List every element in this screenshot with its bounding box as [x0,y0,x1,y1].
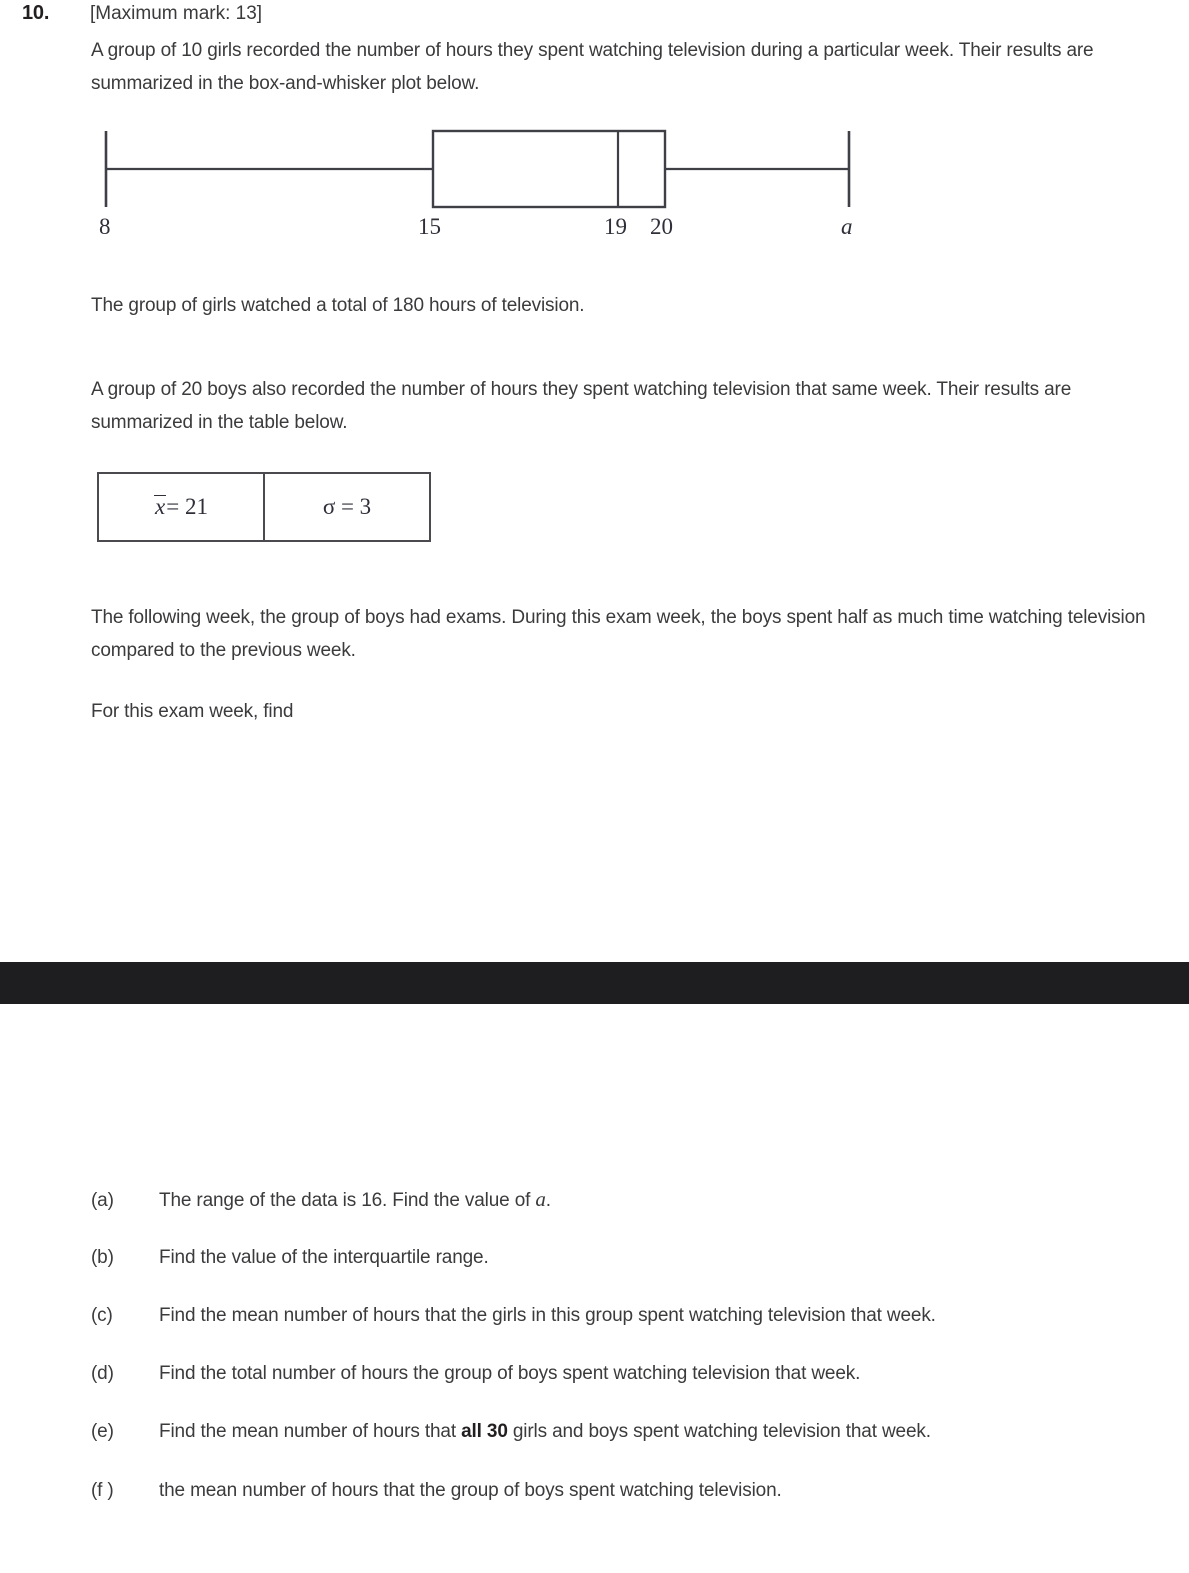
standard-deviation-cell [264,473,430,541]
mean-cell [98,473,264,541]
sub-question-f-tag: (f ) [91,1480,114,1501]
sub-question-b [91,1243,489,1272]
mean-symbol: x [155,494,166,519]
sub-question-b-text: Find the value of the interquartile range. [159,1247,489,1268]
maximum-mark-label: [Maximum mark: 13] [90,3,263,24]
sub-question-e-emphasis: all 30 [461,1421,508,1442]
table-row [98,473,430,541]
mean-value: = 21 [166,494,208,519]
sub-question-e [91,1417,931,1446]
exam-week-paragraph: The following week, the group of boys had exams. During this exam week, the boys spent half as much time watching television compared to the previous week. [91,607,1146,661]
sub-question-a-suffix: . [545,1190,551,1211]
dark-separator-bar [0,962,1189,1004]
sub-question-b-tag: (b) [91,1247,114,1268]
boxplot-label-minimum: 8 [99,214,111,239]
sub-question-e-text: Find the mean number of hours that [159,1421,462,1442]
question-number: 10. [22,2,50,24]
sub-question-d-tag: (d) [91,1363,114,1384]
sub-question-a-text: The range of the data is 16. Find the value of [159,1190,536,1211]
boxplot-label-median: 19 [604,214,627,239]
sub-question-c-text: Find the mean number of hours that the girls in this group spent watching television that week. [159,1305,936,1326]
intro-paragraph: A group of 10 girls recorded the number of hours they spent watching television during a particular week. Their results are summarized in the box-and-whisker plot below. [91,40,1094,94]
summary-statistics-table [97,472,431,542]
boxplot-label-q3: 20 [650,214,673,239]
sub-question-c [91,1301,936,1330]
sub-question-e-suffix: girls and boys spent watching television that week. [507,1421,931,1442]
sub-question-d-text: Find the total number of hours the group of boys spent watching television that week. [159,1363,861,1384]
sub-question-f [91,1476,782,1505]
sub-question-f-text: the mean number of hours that the group of boys spent watching television. [159,1480,782,1501]
sub-question-a-tag: (a) [91,1190,114,1211]
sub-question-e-tag: (e) [91,1421,114,1442]
sub-question-d [91,1359,860,1388]
boxplot-label-maximum: a [841,214,853,239]
sub-question-a [91,1185,551,1215]
find-prompt: For this exam week, find [91,701,294,722]
interquartile-box [433,131,665,207]
sub-question-c-tag: (c) [91,1305,113,1326]
boys-intro-paragraph: A group of 20 boys also recorded the number of hours they spent watching television that same week. Their results are summarized in the table below. [91,379,1072,433]
boxplot-label-q1: 15 [418,214,441,239]
standard-deviation-value: σ = 3 [322,494,372,519]
sub-question-a-variable: a [535,1187,546,1211]
total-hours-paragraph: The group of girls watched a total of 180 hours of television. [91,295,585,316]
